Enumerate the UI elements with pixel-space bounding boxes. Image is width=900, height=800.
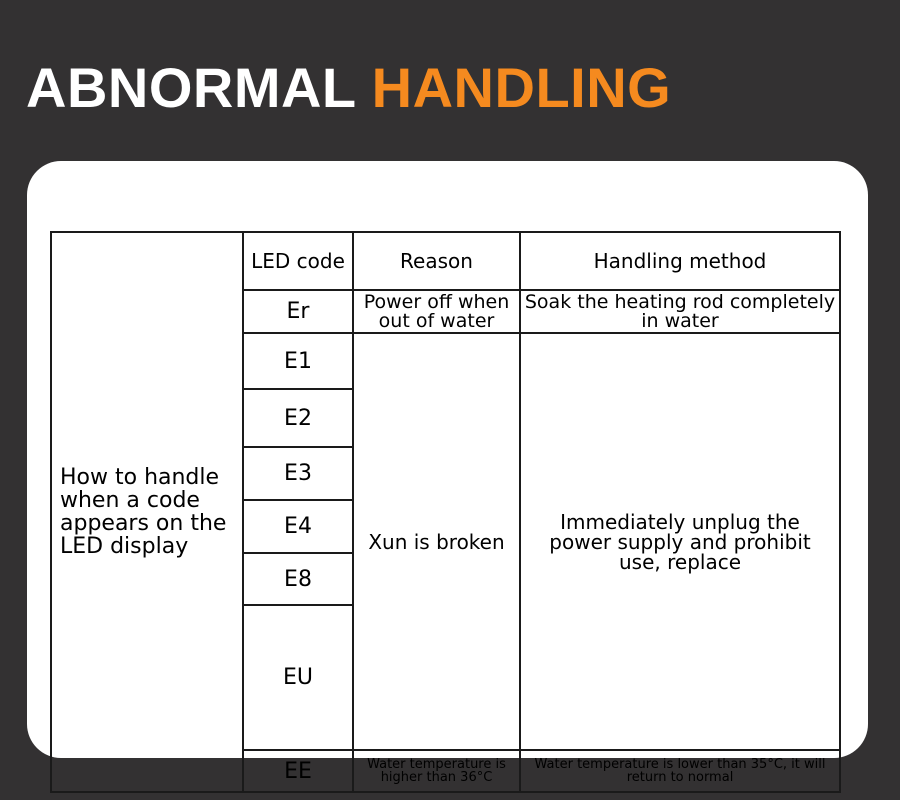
header-reason: Reason <box>353 232 520 290</box>
title-white-part: ABNORMAL <box>26 56 356 119</box>
led-code-cell: EU <box>243 605 353 750</box>
merged-reason-cell: Xun is broken <box>353 333 520 750</box>
header-led-code: LED code <box>243 232 353 290</box>
merged-method-cell: Immediately unplug the power supply and prohibit use, replace <box>520 333 840 750</box>
led-code-cell: E4 <box>243 500 353 553</box>
header-handling-method: Handling method <box>520 232 840 290</box>
reason-cell: Power off when out of water <box>353 290 520 333</box>
table-header-row <box>51 232 840 290</box>
reason-cell: Water temperature is higher than 36°C <box>353 750 520 792</box>
led-code-cell: Er <box>243 290 353 333</box>
method-cell: Soak the heating rod completely in water <box>520 290 840 333</box>
method-cell: Water temperature is lower than 35°C, it will return to normal <box>520 750 840 792</box>
led-code-cell: E1 <box>243 333 353 389</box>
error-code-table <box>50 231 841 793</box>
page-title <box>26 52 671 124</box>
title-orange-part: HANDLING <box>371 56 672 119</box>
row-label-cell: How to handle when a code appears on the LED display <box>51 232 243 792</box>
led-code-cell: E3 <box>243 447 353 500</box>
led-code-cell: EE <box>243 750 353 792</box>
led-code-cell: E2 <box>243 389 353 447</box>
led-code-cell: E8 <box>243 553 353 605</box>
